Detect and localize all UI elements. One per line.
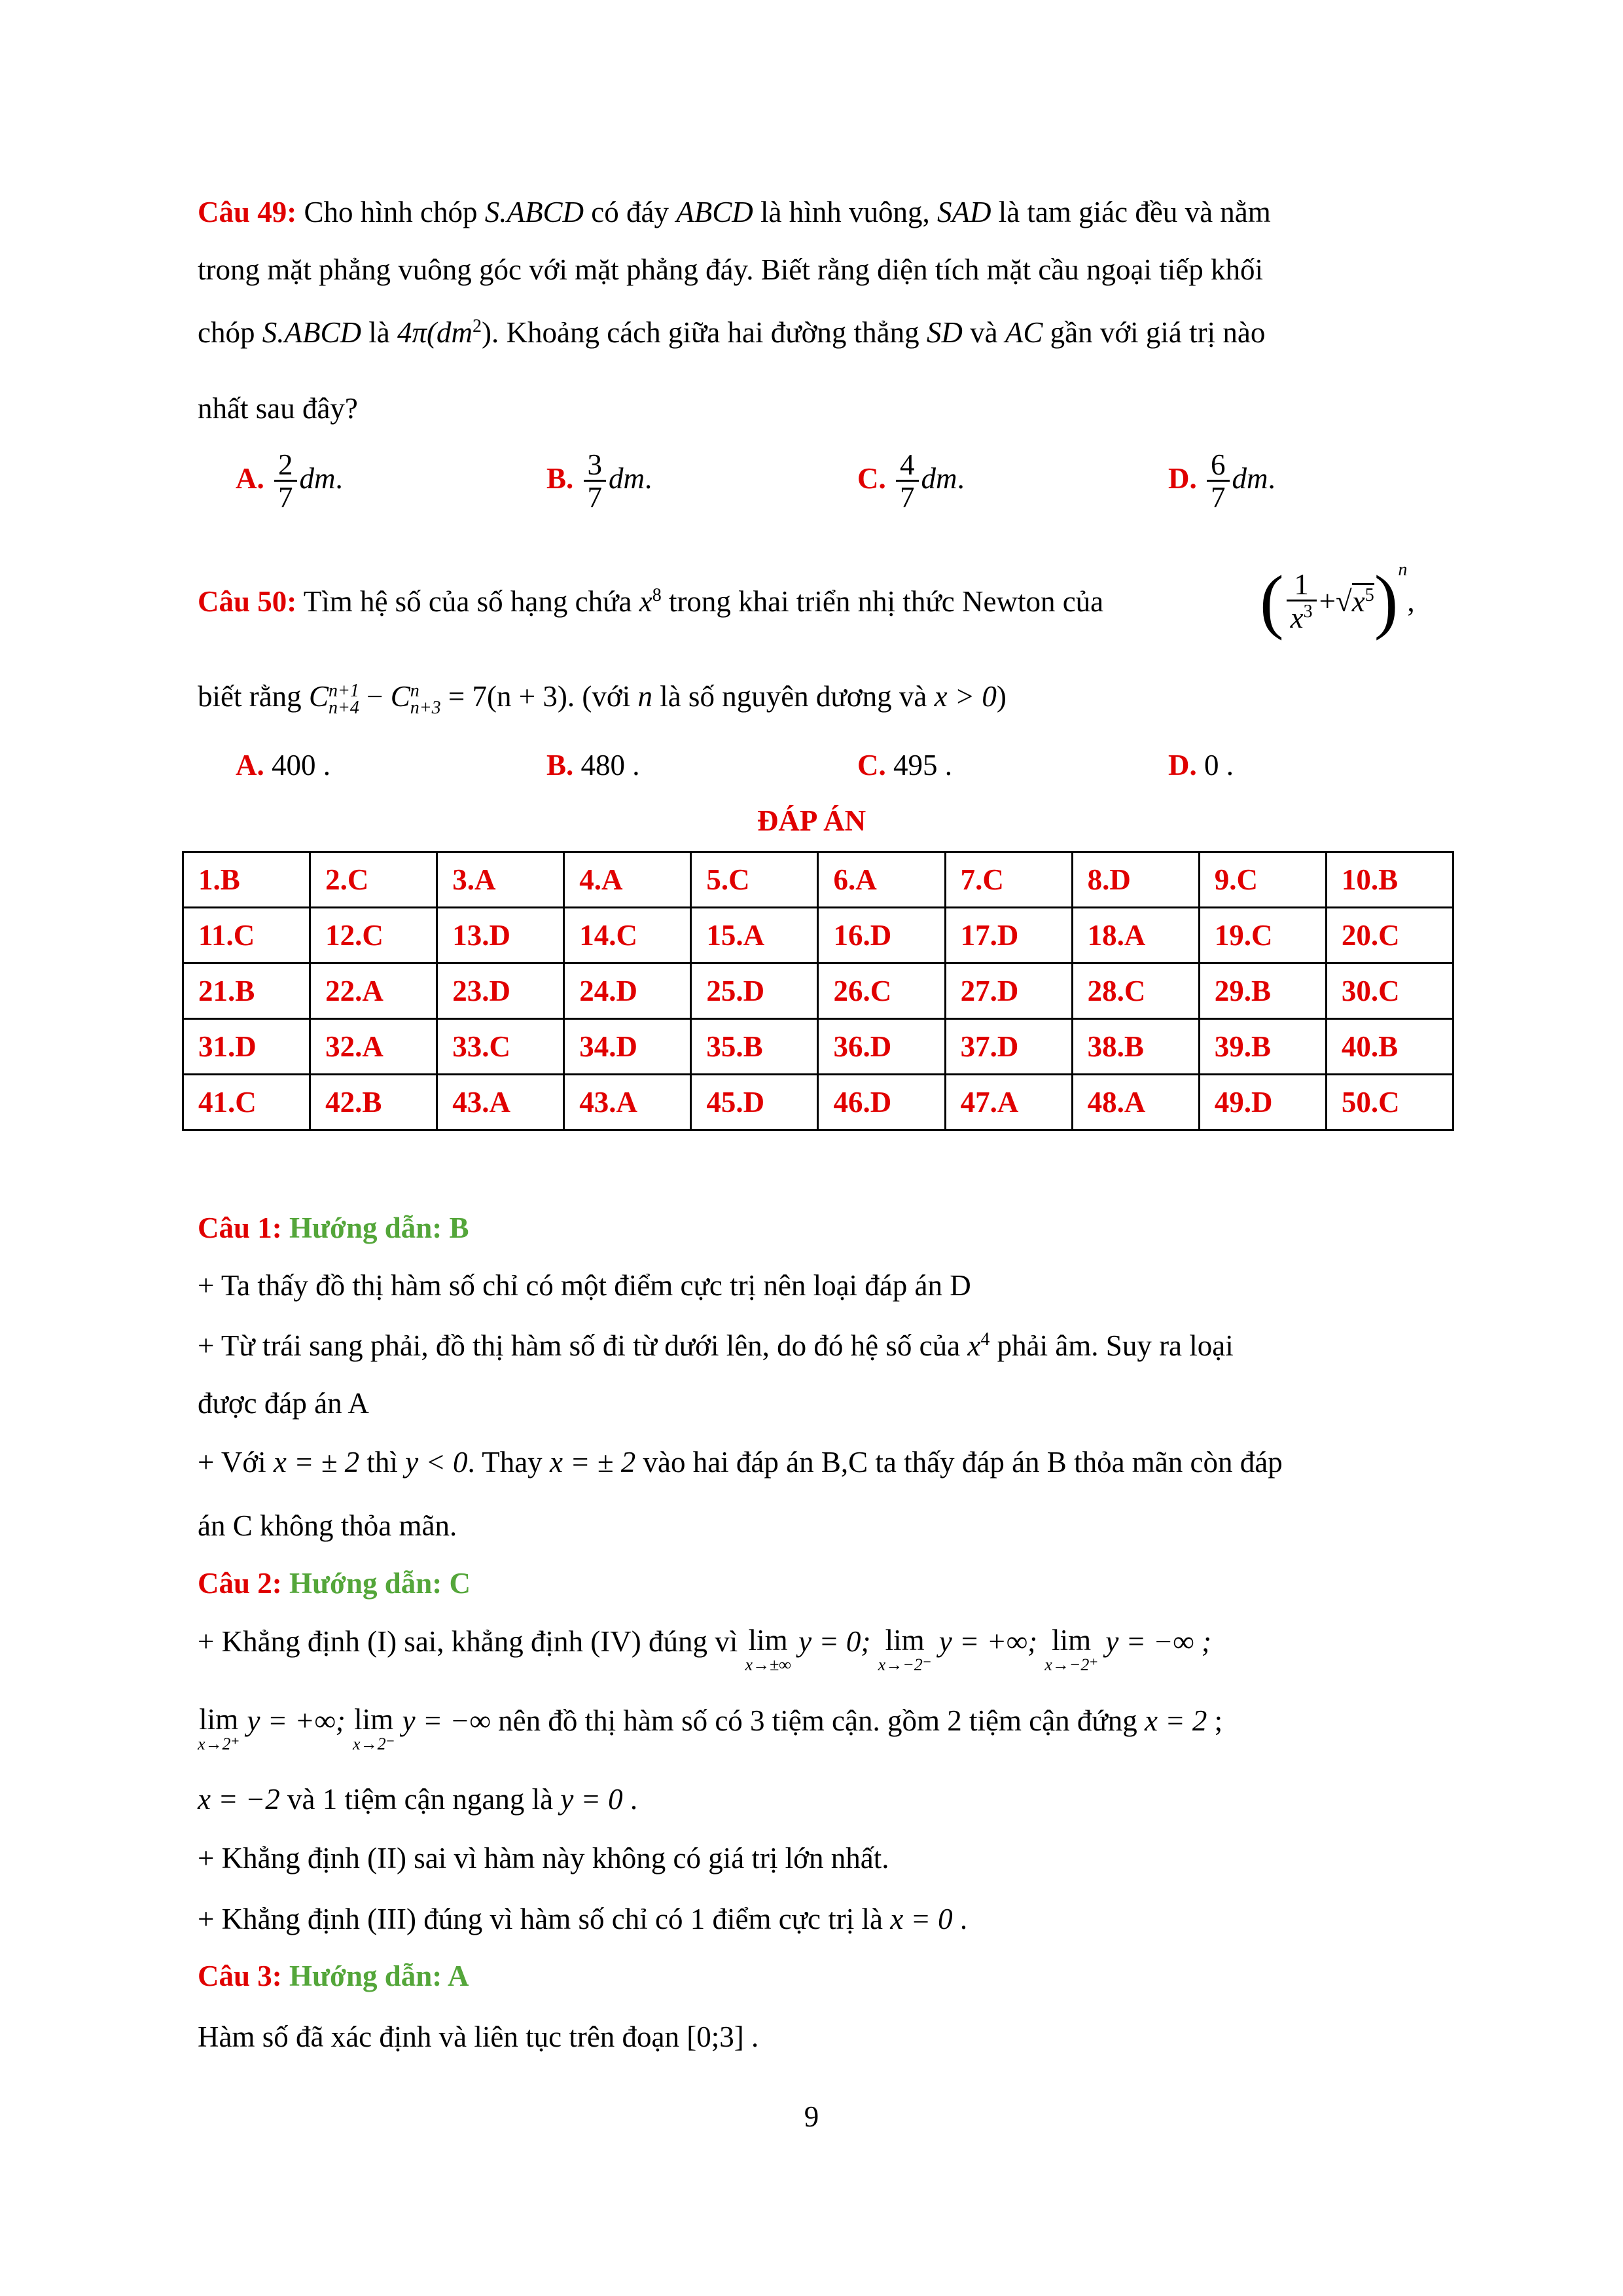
answer-cell: 48.A <box>1072 1075 1199 1130</box>
answer-cell: 26.C <box>818 963 945 1019</box>
q49-line-1: Câu 49: Cho hình chóp S.ABCD có đáy ABCD là hình vuông, SAD là tam giác đều và nằm <box>198 196 1271 228</box>
q49-line-2: trong mặt phẳng vuông góc với mặt phẳng đáy. Biết rằng diện tích mặt cầu ngoại tiếp khối <box>198 253 1263 286</box>
answer-row <box>183 908 1454 963</box>
limit: lim x→±∞ <box>745 1624 791 1674</box>
sol2-line-2: lim x→2⁺ y = +∞; lim x→2⁻ y = −∞ nên đồ thị hàm số có 3 tiệm cận. gồm 2 tiệm cận đứng x = 2 ; <box>198 1703 1223 1753</box>
answer-cell: 31.D <box>183 1019 310 1075</box>
answer-cell: 41.C <box>183 1075 310 1130</box>
sol2-line-4: + Khẳng định (II) sai vì hàm này không có giá trị lớn nhất. <box>198 1842 889 1874</box>
answer-cell: 36.D <box>818 1019 945 1075</box>
sol1-line-4: + Với x = ± 2 thì y < 0. Thay x = ± 2 vào hai đáp án B,C ta thấy đáp án B thỏa mãn còn đáp <box>198 1446 1283 1479</box>
answer-key-table <box>182 851 1454 1131</box>
answer-cell: 40.B <box>1326 1019 1453 1075</box>
answer-cell: 47.A <box>945 1075 1072 1130</box>
answer-cell: 38.B <box>1072 1019 1199 1075</box>
limit: lim x→2⁻ <box>353 1703 395 1753</box>
answer-cell: 15.A <box>691 908 818 963</box>
answer-cell: 12.C <box>310 908 437 963</box>
q50-binomial-expression: ( $\frac{1}{x^3}$ $+√x^5)^n$, <box>1260 560 1415 641</box>
page-number: 9 <box>804 2100 819 2133</box>
answer-cell: 22.A <box>310 963 437 1019</box>
q50-option-d: D. 0 . <box>1168 749 1234 781</box>
q50-option-c: C. 495 . <box>857 749 952 781</box>
answer-cell: 3.A <box>437 852 564 908</box>
answer-row <box>183 1019 1454 1075</box>
answer-cell: 14.C <box>564 908 691 963</box>
answer-row <box>183 852 1454 908</box>
sol1-line-5: án C không thỏa mãn. <box>198 1509 457 1542</box>
answer-cell: 30.C <box>1326 963 1453 1019</box>
answer-cell: 2.C <box>310 852 437 908</box>
sol3-line-1: Hàm số đã xác định và liên tục trên đoạn [0;3] . <box>198 2020 759 2053</box>
q50-line-2: biết rằng C n+1 n+4 − C n n+3 = 7(n + 3). (với n là số nguyên dương và x > 0) <box>198 680 1007 718</box>
answer-cell: 25.D <box>691 963 818 1019</box>
q50-label: Câu 50: <box>198 585 297 618</box>
limit: lim x→2⁺ <box>198 1703 240 1753</box>
q50-option-a: A. 400 . <box>236 749 330 781</box>
answer-cell: 1.B <box>183 852 310 908</box>
fraction: $\frac{1}{x^3}$ <box>1287 570 1317 633</box>
answer-cell: 11.C <box>183 908 310 963</box>
answer-cell: 29.B <box>1199 963 1326 1019</box>
answer-cell: 24.D <box>564 963 691 1019</box>
answer-cell: 46.D <box>818 1075 945 1130</box>
q49-line-3: chóp S.ABCD là $4\pi(dm^2)$. Khoảng cách giữa hai đường thẳng SD và AC gần với giá trị nào <box>198 316 1266 349</box>
answer-cell: 42.B <box>310 1075 437 1130</box>
sol2-line-3: x = −2 và 1 tiệm cận ngang là y = 0 . <box>198 1783 638 1816</box>
answer-cell: 18.A <box>1072 908 1199 963</box>
answer-cell: 9.C <box>1199 852 1326 908</box>
answer-cell: 5.C <box>691 852 818 908</box>
answer-cell: 23.D <box>437 963 564 1019</box>
sol2-heading: Câu 2: Hướng dẫn: C <box>198 1567 471 1600</box>
answer-cell: 4.A <box>564 852 691 908</box>
q49-label: Câu 49: <box>198 196 297 228</box>
answer-key-title: ĐÁP ÁN <box>757 804 866 837</box>
answer-cell: 43.A <box>437 1075 564 1130</box>
sol2-line-5: + Khẳng định (III) đúng vì hàm số chỉ có 1 điểm cực trị là x = 0 . <box>198 1903 968 1935</box>
sol1-line-1: + Ta thấy đồ thị hàm số chỉ có một điểm cực trị nên loại đáp án D <box>198 1269 971 1302</box>
answer-cell: 10.B <box>1326 852 1453 908</box>
answer-cell: 45.D <box>691 1075 818 1130</box>
answer-row <box>183 1075 1454 1130</box>
answer-cell: 28.C <box>1072 963 1199 1019</box>
q49-option-a: A. $\frac{2}{7}$ dm. <box>236 448 343 514</box>
answer-cell: 32.A <box>310 1019 437 1075</box>
answer-cell: 39.B <box>1199 1019 1326 1075</box>
q49-option-c: C. $\frac{4}{7}$ dm. <box>857 448 965 514</box>
q50-option-b: B. 480 . <box>546 749 640 781</box>
fraction: $\frac{4}{7}$ <box>896 450 919 512</box>
fraction: $\frac{2}{7}$ <box>274 450 297 512</box>
answer-cell: 27.D <box>945 963 1072 1019</box>
sol1-line-2: + Từ trái sang phải, đồ thị hàm số đi từ dưới lên, do đó hệ số của $x^4$ phải âm. Suy ra loại <box>198 1329 1234 1362</box>
answer-cell: 13.D <box>437 908 564 963</box>
answer-cell: 21.B <box>183 963 310 1019</box>
answer-cell: 50.C <box>1326 1075 1453 1130</box>
answer-cell: 19.C <box>1199 908 1326 963</box>
answer-cell: 34.D <box>564 1019 691 1075</box>
sol2-line-1: + Khẳng định (I) sai, khẳng định (IV) đúng vì lim x→±∞ y = 0; lim x→−2⁻ y = +∞; lim x→−2⁺ y = −∞ ; <box>198 1624 1211 1674</box>
limit: lim x→−2⁻ <box>878 1624 932 1674</box>
fraction: $\frac{6}{7}$ <box>1207 450 1230 512</box>
answer-cell: 49.D <box>1199 1075 1326 1130</box>
sol1-line-3: được đáp án A <box>198 1387 369 1420</box>
answer-cell: 43.A <box>564 1075 691 1130</box>
answer-cell: 8.D <box>1072 852 1199 908</box>
answer-cell: 7.C <box>945 852 1072 908</box>
answer-cell: 37.D <box>945 1019 1072 1075</box>
answer-cell: 33.C <box>437 1019 564 1075</box>
q49-option-d: D. $\frac{6}{7}$ dm. <box>1168 448 1275 514</box>
q50-line-1: Câu 50: Tìm hệ số của số hạng chứa $x^8$ trong khai triển nhị thức Newton của <box>198 585 1104 618</box>
answer-cell: 16.D <box>818 908 945 963</box>
q49-option-b: B. $\frac{3}{7}$ dm. <box>546 448 652 514</box>
q49-line-4: nhất sau đây? <box>198 392 358 425</box>
answer-cell: 35.B <box>691 1019 818 1075</box>
answer-cell: 17.D <box>945 908 1072 963</box>
sol1-heading: Câu 1: Hướng dẫn: B <box>198 1211 469 1244</box>
sol3-heading: Câu 3: Hướng dẫn: A <box>198 1960 469 1992</box>
answer-row <box>183 963 1454 1019</box>
limit: lim x→−2⁺ <box>1044 1624 1099 1674</box>
answer-cell: 6.A <box>818 852 945 908</box>
fraction: $\frac{3}{7}$ <box>584 450 607 512</box>
answer-cell: 20.C <box>1326 908 1453 963</box>
